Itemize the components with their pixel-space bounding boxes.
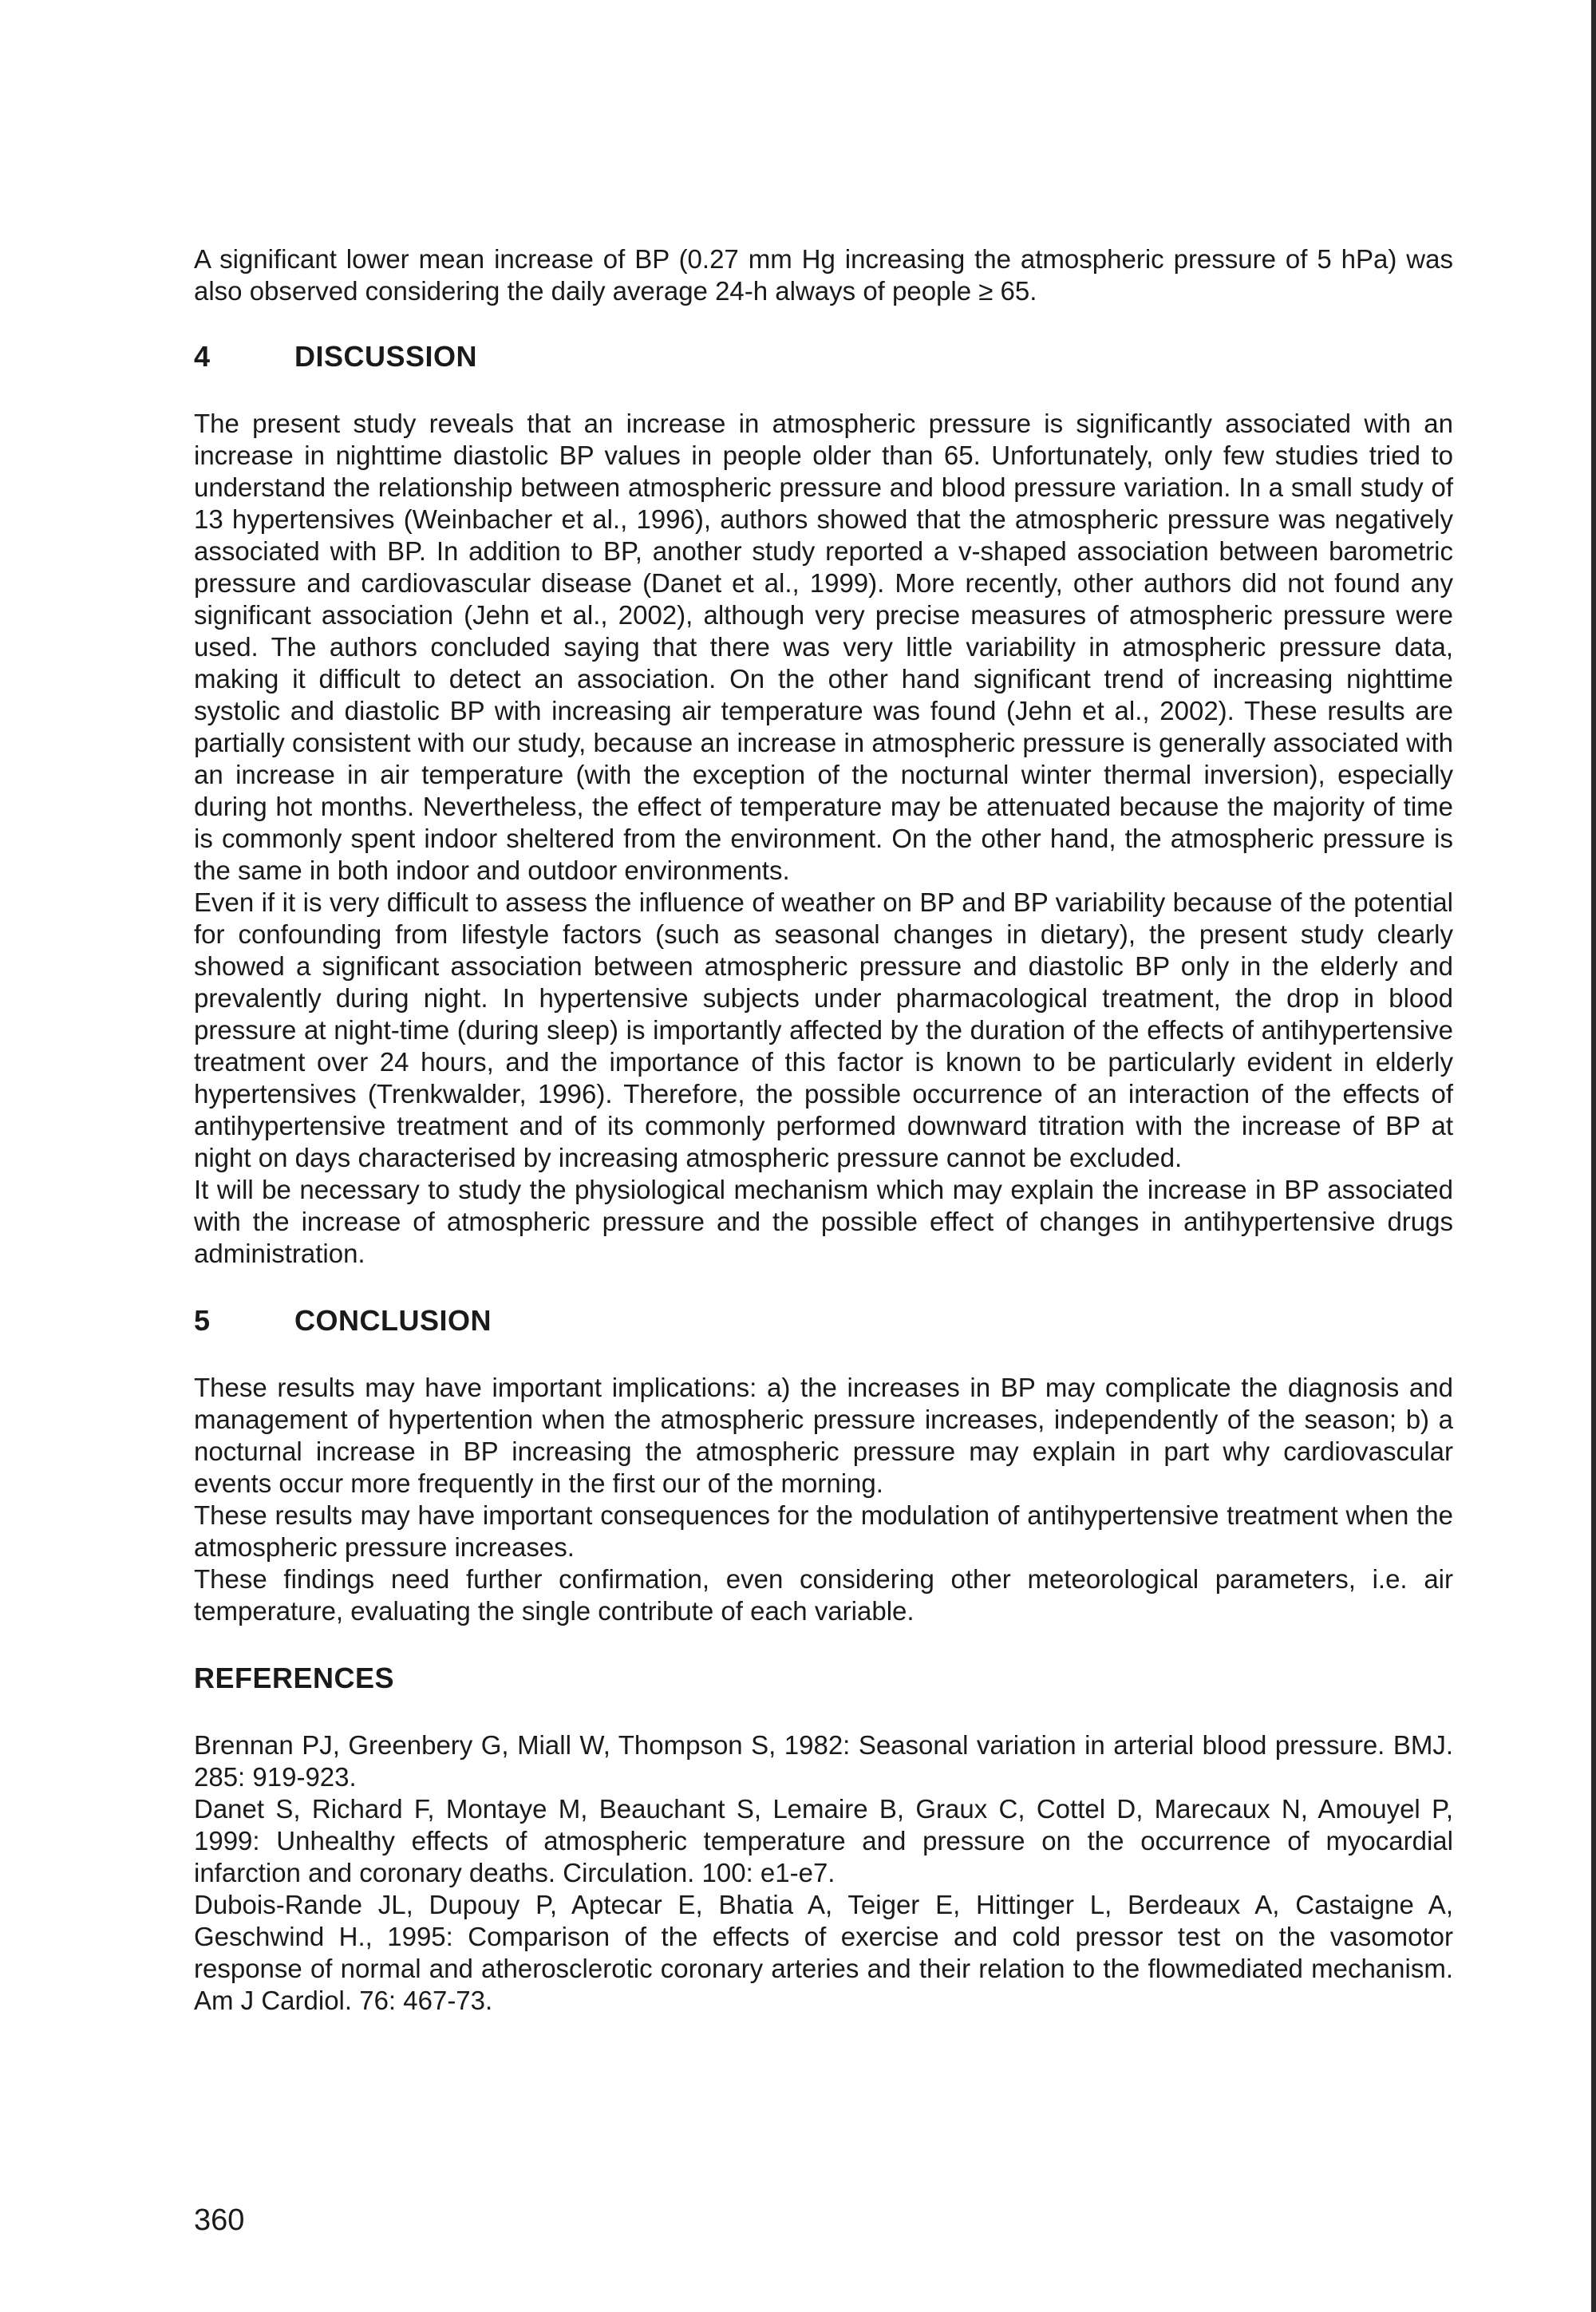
scan-edge bbox=[1591, 0, 1596, 2312]
reference-item: Dubois-Rande JL, Dupouy P, Aptecar E, Bhatia A, Teiger E, Hittinger L, Berdeaux A, Castaigne A, Geschwind H., 1995: Comparison of the effects of exercise and cold pressor test on the vasomotor response of normal and atherosclerotic coronary arteries and their relation to the flowmediated mechanism. Am J Cardiol. 76: 467-73. bbox=[194, 1890, 1453, 2015]
reference-item: Brennan PJ, Greenbery G, Miall W, Thompson S, 1982: Seasonal variation in arterial blood pressure. BMJ. 285: 919-923. bbox=[194, 1730, 1453, 1792]
references-heading: REFERENCES bbox=[194, 1662, 395, 1694]
discussion-section bbox=[194, 408, 1453, 1270]
conclusion-number: 5 bbox=[194, 1304, 211, 1337]
discussion-heading bbox=[194, 339, 1453, 374]
conclusion-section bbox=[194, 1372, 1453, 1627]
reference-item: Danet S, Richard F, Montaye M, Beauchant S, Lemaire B, Graux C, Cottel D, Marecaux N, Amouyel P, 1999: Unhealthy effects of atmospheric temperature and pressure on the occurrence of myocardial infarction and coronary deaths. Circulation. 100: e1-e7. bbox=[194, 1794, 1453, 1887]
conclusion-paragraph: These findings need further confirmation, even considering other meteorological parameters, i.e. air temperature, evaluating the single contribute of each variable. bbox=[194, 1564, 1453, 1626]
conclusion-title: CONCLUSION bbox=[294, 1304, 492, 1337]
page-body bbox=[194, 243, 1453, 2017]
intro-paragraph: A significant lower mean increase of BP (0.27 mm Hg increasing the atmospheric pressure of 5 hPa) was also observed considering the daily average 24-h always of people ≥ 65. bbox=[194, 244, 1453, 306]
conclusion-heading bbox=[194, 1303, 1453, 1338]
conclusion-paragraph: These results may have important consequences for the modulation of antihypertensive treatment when the atmospheric pressure increases. bbox=[194, 1500, 1453, 1562]
discussion-paragraph: It will be necessary to study the physiological mechanism which may explain the increase in BP associated with the increase of atmospheric pressure and the possible effect of changes in antihypertensive drugs administration. bbox=[194, 1175, 1453, 1268]
references-list bbox=[194, 1729, 1453, 2017]
page-number: 360 bbox=[194, 2203, 245, 2237]
discussion-title: DISCUSSION bbox=[294, 340, 478, 373]
discussion-paragraph: Even if it is very difficult to assess the influence of weather on BP and BP variability because of the potential for confounding from lifestyle factors (such as seasonal changes in dietary), the present study clearly showed a significant association between atmospheric pressure and diastolic BP only in the elderly and prevalently during night. In hypertensive subjects under pharmacological treatment, the drop in blood pressure at night-time (during sleep) is importantly affected by the duration of the effects of antihypertensive treatment over 24 hours, and the importance of this factor is known to be particularly evident in elderly hypertensives (Trenkwalder, 1996). Therefore, the possible occurrence of an interaction of the effects of antihypertensive treatment and of its commonly performed downward titration with the increase of BP at night on days characterised by increasing atmospheric pressure cannot be excluded. bbox=[194, 887, 1453, 1172]
discussion-paragraph: The present study reveals that an increase in atmospheric pressure is significantly associated with an increase in nighttime diastolic BP values in people older than 65. Unfortunately, only few studies tried to understand the relationship between atmospheric pressure and blood pressure variation. In a small study of 13 hypertensives (Weinbacher et al., 1996), authors showed that the atmospheric pressure was negatively associated with BP. In addition to BP, another study reported a v-shaped association between barometric pressure and cardiovascular disease (Danet et al., 1999). More recently, other authors did not found any significant association (Jehn et al., 2002), although very precise measures of atmospheric pressure were used. The authors concluded saying that there was very little variability in atmospheric pressure data, making it difficult to detect an association. On the other hand significant trend of increasing nighttime systolic and diastolic BP with increasing air temperature was found (Jehn et al., 2002). These results are partially consistent with our study, because an increase in atmospheric pressure is generally associated with an increase in air temperature (with the exception of the nocturnal winter thermal inversion), especially during hot months. Nevertheless, the effect of temperature may be attenuated because the majority of time is commonly spent indoor sheltered from the environment. On the other hand, the atmospheric pressure is the same in both indoor and outdoor environments. bbox=[194, 409, 1453, 885]
discussion-number: 4 bbox=[194, 340, 211, 373]
conclusion-paragraph: These results may have important implications: a) the increases in BP may complicate the diagnosis and management of hypertention when the atmospheric pressure increases, independently of the season; b) a nocturnal increase in BP increasing the atmospheric pressure may explain in part why cardiovascular events occur more frequently in the first our of the morning. bbox=[194, 1373, 1453, 1498]
